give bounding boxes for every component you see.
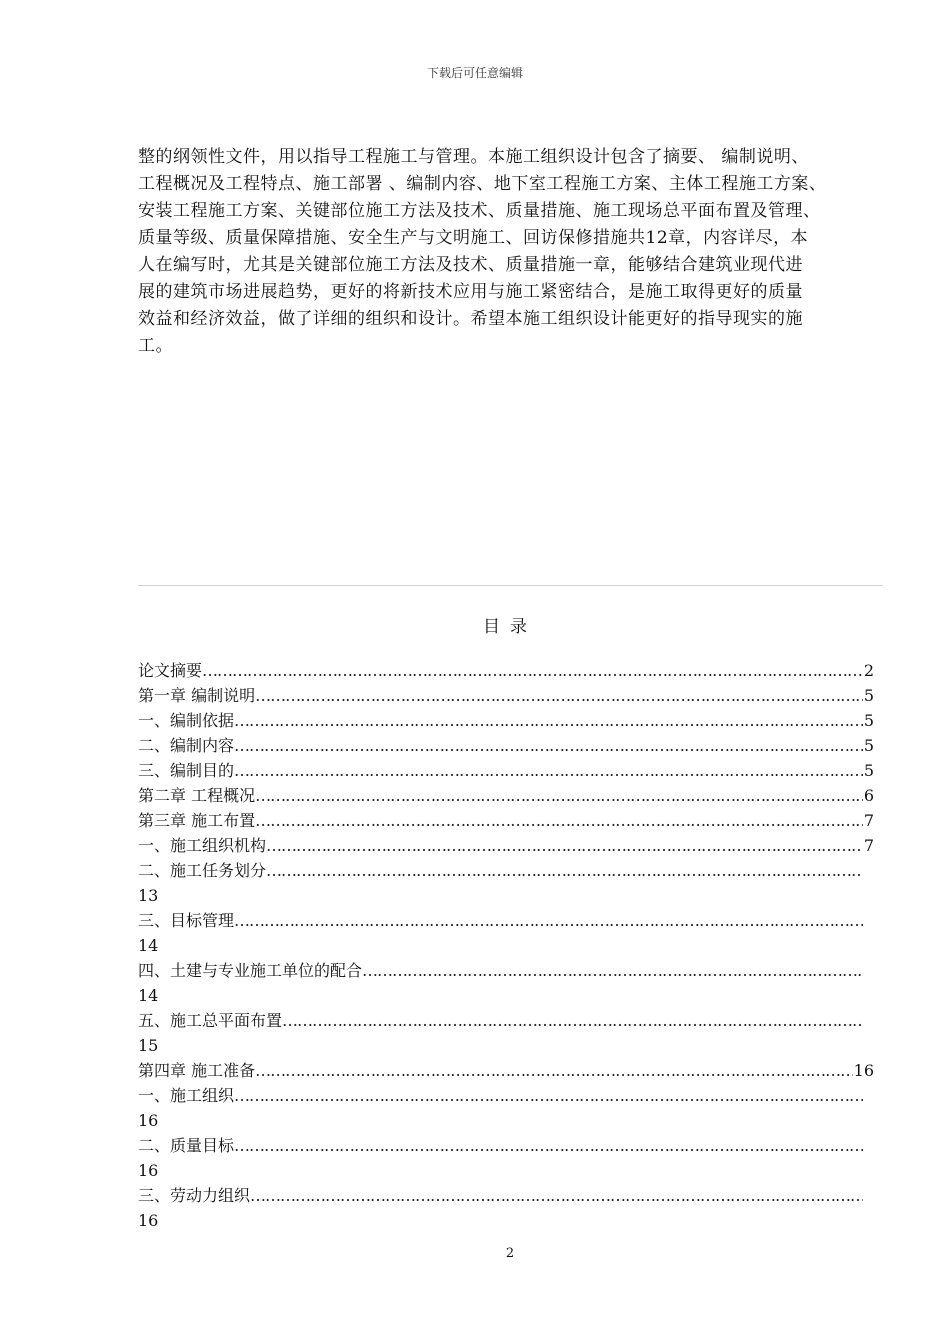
toc-entry[interactable]	[138, 683, 874, 708]
toc-entry-page: 16	[138, 1161, 159, 1180]
toc-leader-dots	[234, 1133, 863, 1158]
toc-leader-dots	[266, 858, 863, 883]
toc-leader-dots	[250, 1183, 863, 1208]
toc-entry[interactable]	[138, 958, 863, 983]
toc-entry-page-wrapped	[138, 1208, 874, 1233]
toc-entry-page: 5	[863, 761, 874, 780]
toc-entry-label: 一、施工组织机构	[138, 836, 267, 855]
toc-leader-dots	[362, 958, 863, 983]
toc-entry-label: 第四章 施工准备	[138, 1061, 256, 1080]
toc-entry-page: 16	[138, 1111, 159, 1130]
toc-entry-page-wrapped	[138, 983, 874, 1008]
toc-entry[interactable]	[138, 708, 874, 733]
toc-leader-dots	[255, 783, 863, 808]
toc-leader-dots	[234, 908, 863, 933]
toc-entry-label: 三、目标管理	[138, 911, 235, 930]
toc-entry-page: 6	[863, 786, 874, 805]
toc-entry-label: 三、劳动力组织	[138, 1186, 251, 1205]
toc-entry-page-wrapped	[138, 1158, 874, 1183]
toc-entry-page-wrapped	[138, 933, 874, 958]
toc-entry[interactable]	[138, 758, 874, 783]
toc-entry-page: 15	[138, 1036, 159, 1055]
toc-entry[interactable]	[138, 1183, 863, 1208]
toc-entry-label: 二、编制内容	[138, 736, 235, 755]
toc-entry[interactable]	[138, 1083, 863, 1108]
toc-entry[interactable]	[138, 1058, 874, 1083]
toc-entry-page-wrapped	[138, 1033, 874, 1058]
toc-entry[interactable]	[138, 908, 863, 933]
table-of-contents	[138, 658, 874, 1233]
toc-entry-label: 第一章 编制说明	[138, 686, 256, 705]
toc-entry-label: 二、质量目标	[138, 1136, 235, 1155]
toc-entry[interactable]	[138, 783, 874, 808]
toc-leader-dots	[234, 708, 863, 733]
page-number: 2	[505, 1246, 515, 1261]
toc-entry-page: 13	[138, 886, 159, 905]
toc-entry[interactable]	[138, 1008, 863, 1033]
toc-entry[interactable]	[138, 733, 874, 758]
toc-entry-page: 5	[863, 686, 874, 705]
body-line: 工程概况及工程特点、施工部署 、编制内容、地下室工程施工方案、主体工程施工方案、	[138, 174, 827, 194]
toc-entry[interactable]	[138, 808, 874, 833]
toc-leader-dots	[282, 1008, 863, 1033]
toc-leader-dots	[255, 1058, 853, 1083]
body-line: 安装工程施工方案、关键部位施工方法及技术、质量措施、施工现场总平面布置及管理、	[138, 201, 821, 221]
toc-leader-dots	[234, 733, 863, 758]
toc-entry-page: 14	[138, 936, 159, 955]
toc-leader-dots	[255, 808, 863, 833]
toc-entry-label: 第三章 施工布置	[138, 811, 256, 830]
toc-entry-label: 一、施工组织	[138, 1086, 235, 1105]
toc-entry-page: 5	[863, 736, 874, 755]
toc-entry-page: 7	[863, 811, 874, 830]
body-line: 展的建筑市场进展趋势，更好的将新技术应用与施工紧密结合，是施工取得更好的质量	[138, 282, 803, 302]
toc-entry-page: 7	[863, 836, 874, 855]
toc-entry-label: 第二章 工程概况	[138, 786, 256, 805]
toc-entry-label: 四、土建与专业施工单位的配合	[138, 961, 363, 980]
toc-entry[interactable]	[138, 833, 874, 858]
toc-entry[interactable]	[138, 858, 863, 883]
toc-entry-label: 论文摘要	[138, 661, 203, 680]
toc-entry-page-wrapped	[138, 1108, 874, 1133]
body-paragraph	[138, 144, 883, 360]
body-line: 工。	[138, 336, 173, 356]
toc-entry-label: 五、施工总平面布置	[138, 1011, 283, 1030]
toc-leader-dots	[234, 758, 863, 783]
toc-leader-dots	[255, 683, 863, 708]
toc-leader-dots	[234, 1083, 863, 1108]
toc-entry[interactable]	[138, 1133, 863, 1158]
toc-leader-dots	[266, 833, 863, 858]
body-line: 效益和经济效益，做了详细的组织和设计。希望本施工组织设计能更好的指导现实的施	[138, 309, 803, 329]
toc-entry-label: 三、编制目的	[138, 761, 235, 780]
toc-entry-page: 16	[138, 1211, 159, 1230]
toc-title: 目录	[483, 617, 537, 637]
body-line: 人在编写时，尤其是关键部位施工方法及技术、质量措施一章，能够结合建筑业现代进	[138, 255, 803, 275]
body-line: 质量等级、质量保障措施、安全生产与文明施工、回访保修措施共12章，内容详尽，本	[138, 228, 809, 248]
toc-leader-dots	[202, 658, 863, 683]
toc-entry-page: 16	[853, 1061, 874, 1080]
toc-entry-page-wrapped	[138, 883, 874, 908]
toc-entry-label: 一、编制依据	[138, 711, 235, 730]
toc-entry[interactable]	[138, 658, 874, 683]
section-divider	[138, 585, 883, 586]
toc-entry-page: 5	[863, 711, 874, 730]
page-header: 下载后可任意编辑	[426, 66, 523, 80]
body-line: 整的纲领性文件，用以指导工程施工与管理。本施工组织设计包含了摘要、 编制说明、	[138, 147, 809, 167]
toc-entry-label: 二、施工任务划分	[138, 861, 267, 880]
toc-entry-page: 2	[863, 661, 874, 680]
toc-entry-page: 14	[138, 986, 159, 1005]
